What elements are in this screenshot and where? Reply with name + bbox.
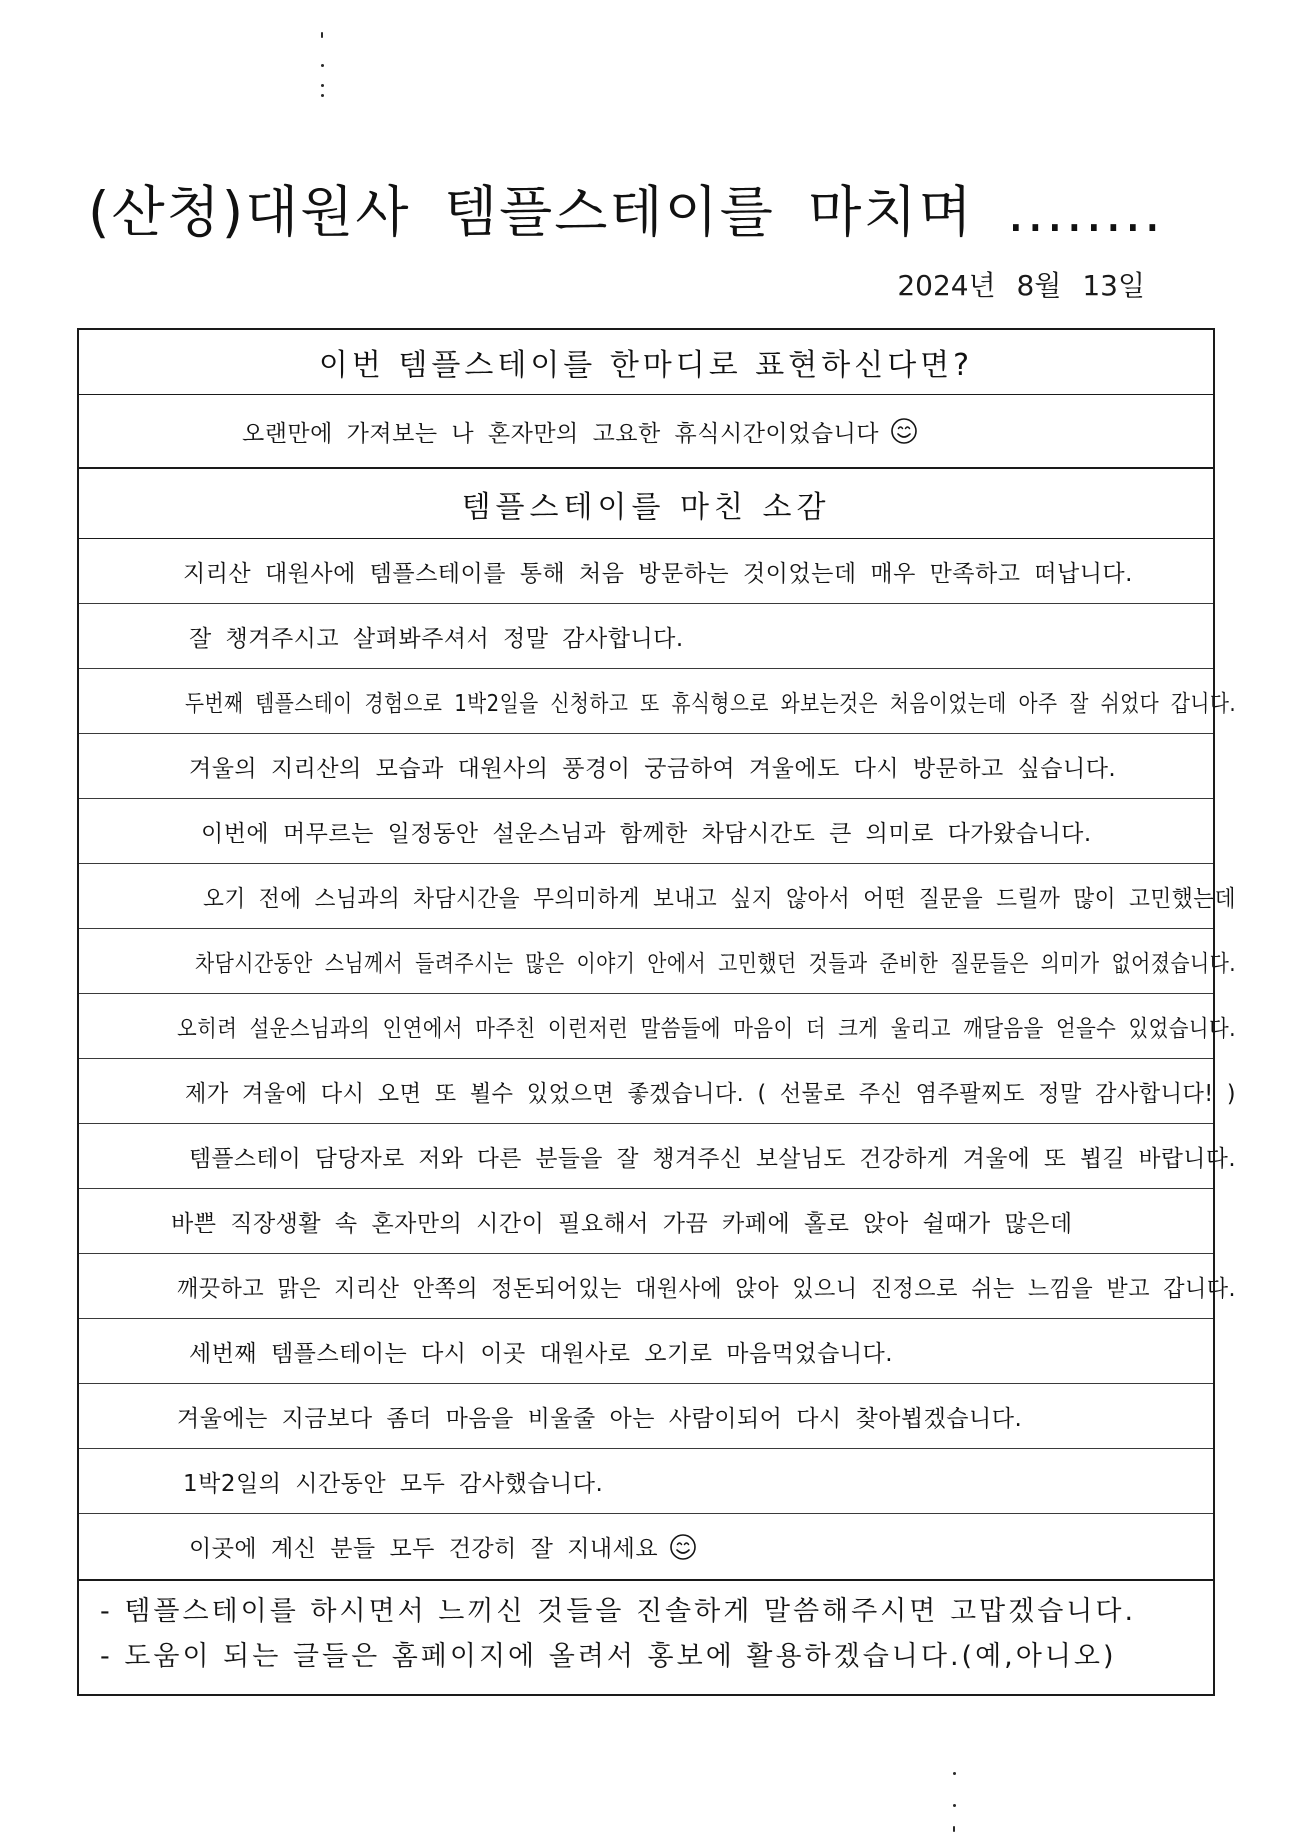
scan-mark [321,94,324,97]
reflection-line [79,604,1213,669]
reflection-line [79,864,1236,929]
reflection-line [79,1514,1213,1579]
reflection-line [79,1319,1213,1384]
reflection-line [79,994,1237,1059]
answer-line [79,395,1213,469]
form-note [100,1634,1213,1679]
smiley-icon [889,416,919,446]
form-note [100,1589,1213,1634]
document-date: 2024년 8월 13일 [897,269,1145,302]
reflection-line [79,1384,1213,1449]
reflection-text: 지리산 대원사에 템플스테이를 통해 처음 방문하는 것이었는데 매우 만족하고 떠납니다. [183,560,1133,587]
reflection-text: 바쁜 직장생활 속 혼자만의 시간이 필요해서 가끔 카페에 홀로 앉아 쉴때가 많은데 [171,1210,1073,1237]
reflection-text: 템플스테이 담당자로 저와 다른 분들을 잘 챙겨주신 보살님도 건강하게 겨울에 또 뵙길 바랍니다. [189,1145,1237,1172]
reflection-text: 겨울의 지리산의 모습과 대원사의 풍경이 궁금하여 겨울에도 다시 방문하고 싶습니다. [189,755,1117,782]
reflection-line [79,734,1213,799]
reflection-text: 오히려 설운스님과의 인연에서 마주친 이런저런 말씀들에 마음이 더 크게 울리고 깨달음을 얻을수 있었습니다. [177,1015,1237,1042]
question-label: 이번 템플스테이를 한마디로 표현하신다면? [318,348,974,383]
reflection-line [79,1124,1237,1189]
question-heading [79,330,1213,395]
form-notes [79,1579,1213,1694]
reflection-line [79,669,1237,734]
page-title-text: (산청)대원사 템플스테이를 마치며 ........ [88,180,1164,244]
reflection-text: 두번째 템플스테이 경험으로 1박2일을 신청하고 또 휴식형으로 와보는것은 처음이었는데 아주 잘 쉬었다 갑니다. [185,690,1237,717]
reflection-text: 차담시간동안 스님께서 들려주시는 많은 이야기 안에서 고민했던 것들과 준비한 질문들은 의미가 없어졌습니다. [195,950,1237,977]
reflection-line [79,1254,1237,1319]
question-heading [79,469,1213,539]
answer-text: 오랜만에 가져보는 나 혼자만의 고요한 휴식시간이었습니다 [242,420,880,447]
reflection-text: 이곳에 계신 분들 모두 건강히 잘 지내세요 [189,1536,659,1562]
scan-mark [953,1772,956,1775]
reflection-line [79,1449,1213,1514]
reflection-text: 이번에 머무르는 일정동안 설운스님과 함께한 차담시간도 큰 의미로 다가왔습니다. [201,820,1092,847]
form-note-text: - 템플스테이를 하시면서 느끼신 것들을 진솔하게 말씀해주시면 고맙겠습니다. [100,1596,1137,1627]
smiley-icon [668,1532,698,1562]
scan-mark [953,1804,956,1807]
scan-mark [953,1826,955,1832]
reflection-line [79,929,1237,994]
reflection-text: 오기 전에 스님과의 차담시간을 무의미하게 보내고 싶지 않아서 어떤 질문을 드릴까 많이 고민했는데 [203,885,1236,912]
reflection-text: 제가 겨울에 다시 오면 또 뵐수 있었으면 좋겠습니다. ( 선물로 주신 염주팔찌도 정말 감사합니다! ) [185,1080,1237,1107]
reflection-line [79,1189,1213,1254]
scan-mark [321,64,324,67]
reflection-line [79,1059,1237,1124]
page-title [88,176,1196,248]
reflection-line [79,539,1213,604]
reflection-line [79,799,1213,864]
scan-mark [321,32,323,38]
reflection-text: 잘 챙겨주시고 살펴봐주셔서 정말 감사합니다. [189,625,684,652]
feedback-form [77,328,1237,1696]
reflection-text: 세번째 템플스테이는 다시 이곳 대원사로 오기로 마음먹었습니다. [189,1340,894,1367]
reflection-text: 겨울에는 지금보다 좀더 마음을 비울줄 아는 사람이되어 다시 찾아뵙겠습니다. [177,1405,1023,1432]
question-label: 템플스테이를 마친 소감 [461,489,831,525]
reflection-text: 깨끗하고 맑은 지리산 안쪽의 정돈되어있는 대원사에 앉아 있으니 진정으로 쉬는 느낌을 받고 갑니다. [177,1275,1237,1302]
scan-mark [321,84,324,87]
reflection-text: 1박2일의 시간동안 모두 감사했습니다. [183,1470,604,1497]
form-note-text: - 도움이 되는 글들은 홈페이지에 올려서 홍보에 활용하겠습니다.(예,아니오) [100,1641,1117,1672]
